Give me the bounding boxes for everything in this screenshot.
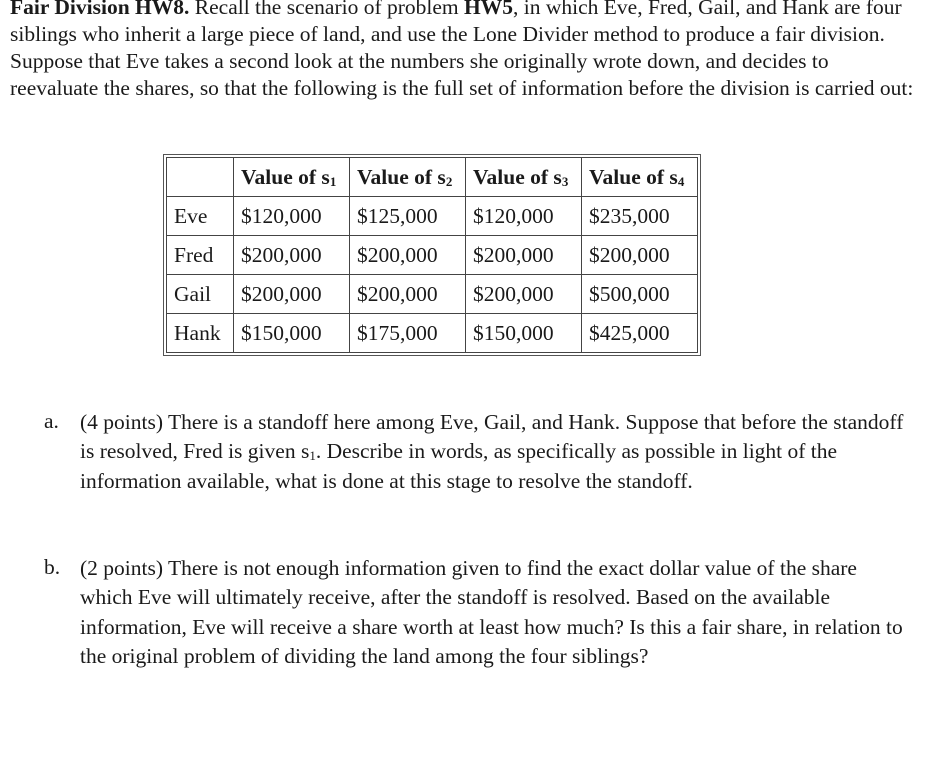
table-row	[167, 275, 698, 314]
table-row	[167, 197, 698, 236]
column-header-s4: Value of $s_4$	[582, 158, 698, 197]
table-cell: $200,000	[466, 236, 582, 275]
intro-text-1: Recall the scenario of problem	[189, 0, 465, 19]
question-a-text: (4 points) There is a standoff here among Eve, Gail, and Hank. Suppose that before the standoff is resolved, Fred is given $s_1$. Describe in words, as specifically as possible in light of the information available, what is done at this stage to resolve the standoff.	[80, 410, 904, 493]
problem-reference: HW5	[464, 0, 513, 19]
column-header-s2: Value of $s_2$	[350, 158, 466, 197]
table-cell: $200,000	[234, 236, 350, 275]
table-cell: $200,000	[466, 275, 582, 314]
row-name-fred: Fred	[167, 236, 234, 275]
intro-text-2: , in which Eve, Fred, Gail, and Hank are four siblings who inherit a large piece of land, and use the Lone Divider method to produce a fair division. Suppose that Eve takes a second look at the numbers she originally wrote down, and decides to reevaluate the shares, so that the following is the full set of information before the division is carried out:	[10, 0, 914, 100]
row-name-hank: Hank	[167, 314, 234, 353]
table-cell: $200,000	[350, 236, 466, 275]
question-b-label: b.	[44, 555, 61, 579]
table-cell: $200,000	[234, 275, 350, 314]
table-cell: $150,000	[466, 314, 582, 353]
table-corner-cell	[167, 158, 234, 197]
problem-title: Fair Division HW8.	[10, 0, 190, 19]
table-cell: $235,000	[582, 197, 698, 236]
table-cell: $200,000	[350, 275, 466, 314]
table-cell: $150,000	[234, 314, 350, 353]
table-cell: $425,000	[582, 314, 698, 353]
table-row	[167, 314, 698, 353]
table-row	[167, 236, 698, 275]
question-a-label: a.	[44, 409, 59, 433]
table-cell: $500,000	[582, 275, 698, 314]
question-b	[44, 554, 904, 671]
table-cell: $120,000	[234, 197, 350, 236]
table-cell: $125,000	[350, 197, 466, 236]
valuation-table-frame	[163, 154, 701, 356]
row-name-eve: Eve	[167, 197, 234, 236]
column-header-s1: Value of $s_1$	[234, 158, 350, 197]
column-header-s3: Value of $s_3$	[466, 158, 582, 197]
row-name-gail: Gail	[167, 275, 234, 314]
question-b-text: (2 points) There is not enough information given to find the exact dollar value of the share which Eve will ultimately receive, after the standoff is resolved. Based on the available information, Eve will receive a share worth at least how much? Is this a fair share, in relation to the original problem of dividing the land among the four siblings?	[80, 556, 903, 668]
table-cell: $175,000	[350, 314, 466, 353]
table-cell: $200,000	[582, 236, 698, 275]
table-header-row	[167, 158, 698, 197]
table-cell: $120,000	[466, 197, 582, 236]
question-a	[44, 408, 904, 496]
intro-paragraph	[10, 0, 915, 102]
valuation-table	[166, 157, 698, 353]
